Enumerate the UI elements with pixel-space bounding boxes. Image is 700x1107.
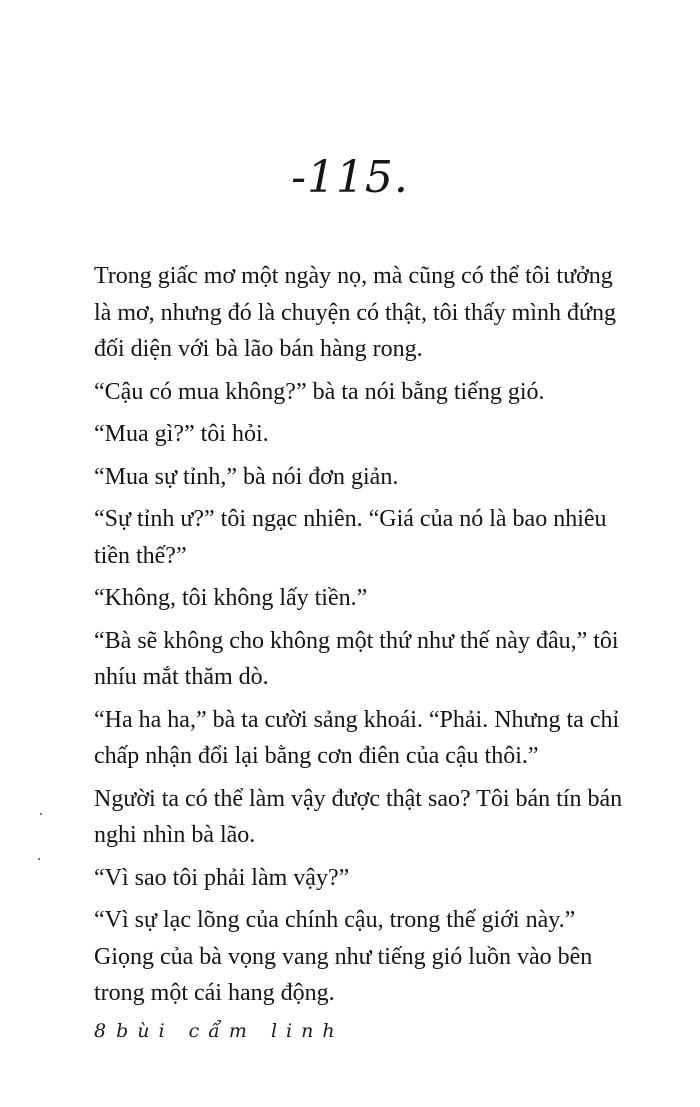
paragraph: “Không, tôi không lấy tiền.” [94,585,368,611]
page-footer [94,1020,344,1042]
paragraph: “Vì sao tôi phải làm vậy?” [94,864,350,891]
paragraph: “Mua gì?” tôi hỏi. [94,421,269,447]
chapter-heading: -115. [291,152,409,203]
paragraph: Người ta có thể làm vậy được thật sao? Tôi bán tín bán nghi nhìn bà lão. [94,785,623,848]
paragraph: “Cậu có mua không?” bà ta nói bằng tiếng gió. [94,378,545,405]
paragraph: “Ha ha ha,” bà ta cười sảng khoái. “Phải. Nhưng ta chỉ chấp nhận đổi lại bằng cơn điên của cậu thôi.” [94,706,620,769]
paragraph: Trong giấc mơ một ngày nọ, mà cũng có thể tôi tưởng là mơ, nhưng đó là chuyện có thật, tôi thấy mình đứng đối diện với bà lão bán hàng rong. [94,263,616,362]
paragraph: “Bà sẽ không cho không một thứ như thế này đâu,” tôi nhíu mắt thăm dò. [94,627,619,690]
body-text [94,258,634,1018]
scan-speck [38,858,40,860]
author-name: bùi cẩm linh [116,1020,344,1042]
page-number: 8 [94,1020,107,1042]
paragraph: “Mua sự tỉnh,” bà nói đơn giản. [94,463,399,490]
paragraph: “Sự tỉnh ư?” tôi ngạc nhiên. “Giá của nó là bao nhiêu tiền thế?” [94,506,607,569]
scan-speck [40,813,42,815]
paragraph: “Vì sự lạc lõng của chính cậu, trong thế giới này.” Giọng của bà vọng vang như tiếng gió luồn vào bên trong một cái hang động. [94,907,593,1006]
